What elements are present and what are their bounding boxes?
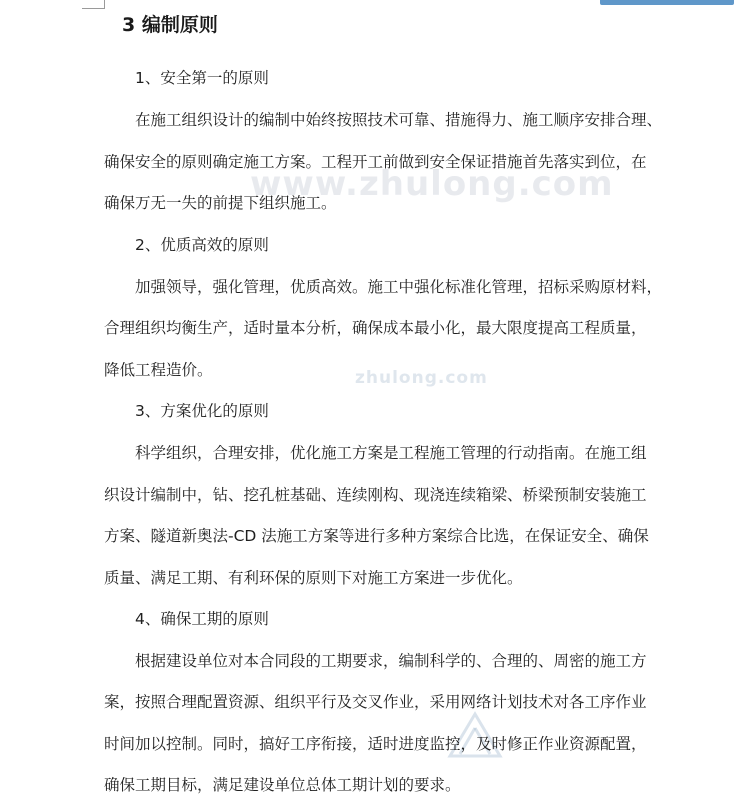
paragraph-line: 确保万无一失的前提下组织施工。	[104, 194, 337, 212]
paragraph-line: 在施工组织设计的编制中始终按照技术可靠、措施得力、施工顺序安排合理、	[135, 111, 663, 129]
paragraph-line: 确保安全的原则确定施工方案。工程开工前做到安全保证措施首先落实到位，在	[104, 153, 647, 171]
page-corner-mark	[82, 0, 105, 9]
paragraph-line: 案，按照合理配置资源、组织平行及交叉作业，采用网络计划技术对各工序作业	[104, 693, 647, 711]
paragraph-line: 合理组织均衡生产，适时量本分析，确保成本最小化，最大限度提高工程质量，	[104, 319, 647, 337]
section-heading-1: 1、安全第一的原则	[135, 69, 269, 87]
top-banner	[600, 0, 734, 5]
watermark-small: zhulong.com	[355, 368, 488, 388]
paragraph-line: 确保工期目标，满足建设单位总体工期计划的要求。	[104, 776, 461, 794]
watermark-large: www.zhulong.com	[250, 164, 614, 204]
page-title: 3 编制原则	[122, 14, 218, 36]
section-heading-3: 3、方案优化的原则	[135, 402, 269, 420]
paragraph-line: 织设计编制中，钻、挖孔桩基础、连续刚构、现浇连续箱梁、桥梁预制安装施工	[104, 486, 647, 504]
paragraph-line: 方案、隧道新奥法-CD 法施工方案等进行多种方案综合比选，在保证安全、确保	[104, 527, 649, 545]
paragraph-line: 降低工程造价。	[104, 361, 213, 379]
paragraph-line: 质量、满足工期、有利环保的原则下对施工方案进一步优化。	[104, 569, 523, 587]
paragraph-line: 根据建设单位对本合同段的工期要求，编制科学的、合理的、周密的施工方	[135, 652, 647, 670]
paragraph-line: 加强领导，强化管理，优质高效。施工中强化标准化管理，招标采购原材料，	[135, 278, 663, 296]
paragraph-line: 时间加以控制。同时，搞好工序衔接，适时进度监控，及时修正作业资源配置，	[104, 735, 647, 753]
section-heading-2: 2、优质高效的原则	[135, 236, 269, 254]
paragraph-line: 科学组织，合理安排，优化施工方案是工程施工管理的行动指南。在施工组	[135, 444, 647, 462]
section-heading-4: 4、确保工期的原则	[135, 610, 269, 628]
